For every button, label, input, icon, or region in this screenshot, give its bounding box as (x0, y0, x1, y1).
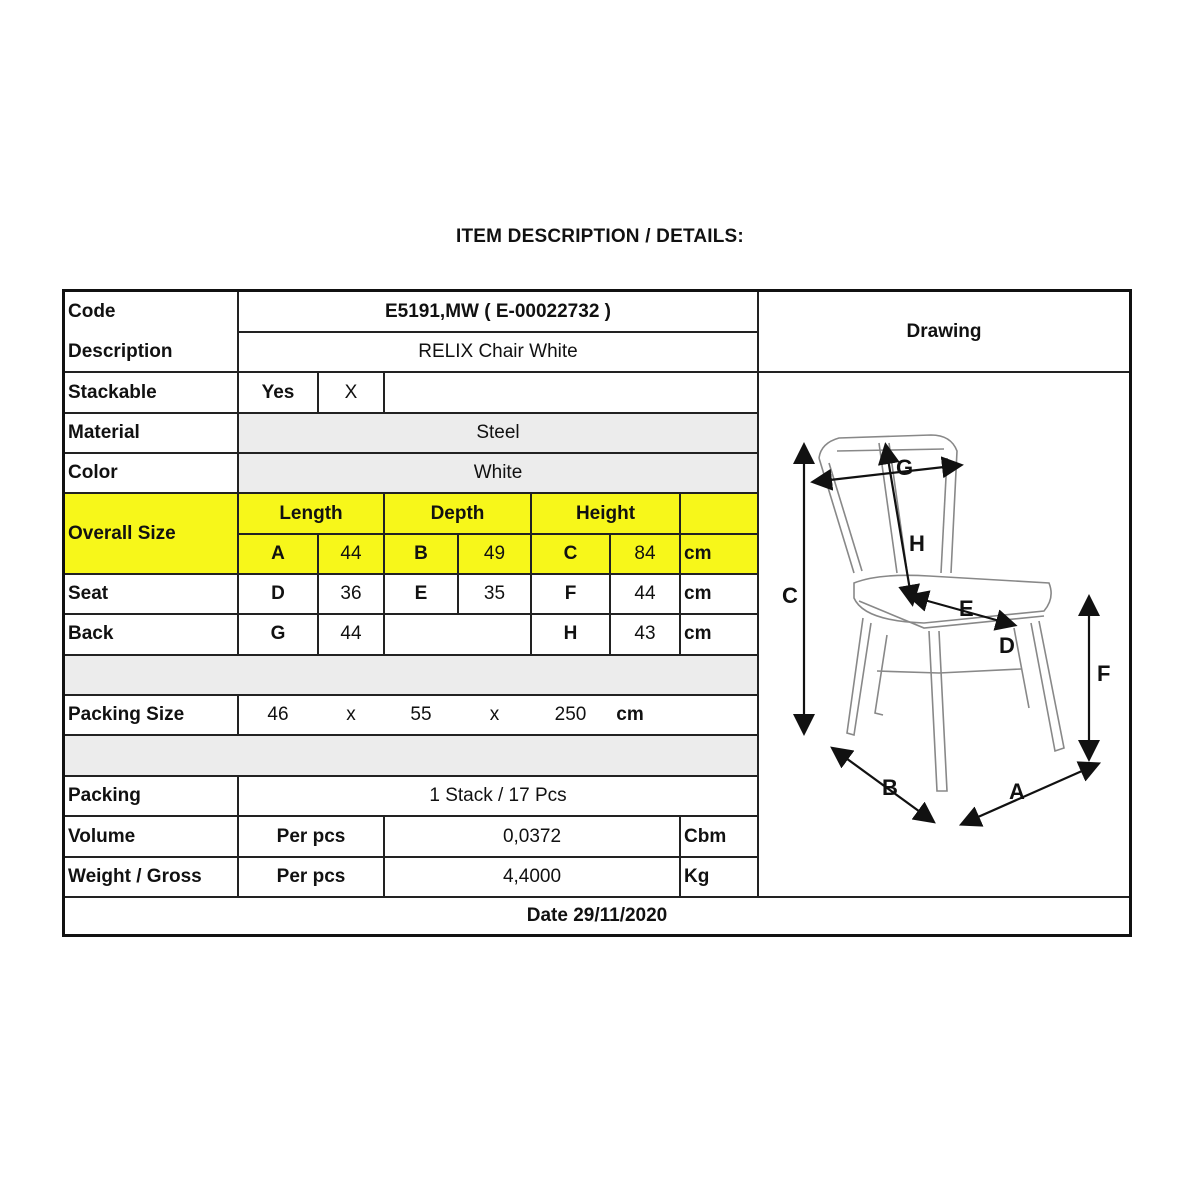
length-header: Length (279, 502, 343, 524)
dim-e-value: 35 (483, 583, 506, 604)
dim-d-letter: D (271, 583, 285, 604)
dim-label-f: F (1097, 661, 1111, 686)
weight-per: Per pcs (276, 866, 346, 887)
dim-f-value: 44 (634, 583, 656, 604)
dim-h-letter: H (563, 623, 578, 644)
volume-value: 0,0372 (502, 825, 562, 847)
spacer-row-2 (65, 735, 758, 776)
dim-g-value: 44 (340, 623, 362, 644)
dim-c-letter: C (563, 543, 578, 564)
packing-height: 250 (554, 704, 587, 725)
material-value: Steel (476, 422, 520, 443)
weight-unit: Kg (684, 866, 710, 887)
volume-label: Volume (68, 825, 136, 847)
back-unit: cm (684, 623, 712, 644)
weight-label: Weight / Gross (68, 866, 202, 887)
chair-leg-front-left (847, 618, 871, 735)
packing-size-label: Packing Size (68, 704, 185, 725)
packing-label: Packing (68, 785, 141, 806)
chair-dimension-drawing (759, 373, 1129, 896)
packing-x1: x (346, 704, 356, 725)
dim-b-value: 49 (483, 543, 506, 564)
height-header: Height (575, 502, 636, 524)
dim-label-c: C (782, 583, 798, 608)
dim-e-letter: E (414, 583, 428, 604)
packing-unit: cm (616, 704, 644, 725)
date-footer: Date 29/11/2020 (526, 905, 668, 926)
volume-per: Per pcs (276, 825, 346, 847)
depth-header: Depth (430, 502, 485, 524)
color-label: Color (68, 462, 118, 483)
item-details-sheet (62, 289, 1132, 937)
dim-label-a: A (1009, 779, 1025, 804)
dim-label-e: E (959, 596, 974, 621)
packing-width: 46 (267, 704, 289, 725)
material-label: Material (68, 422, 140, 443)
spacer-row-1 (65, 654, 758, 695)
dim-label-d: D (999, 633, 1015, 658)
description-value: RELIX Chair White (418, 341, 578, 362)
chair-seat-outline (854, 575, 1051, 623)
back-label: Back (68, 623, 114, 644)
seat-label: Seat (68, 583, 109, 604)
overall-size-label: Overall Size (68, 522, 176, 544)
dim-b-letter: B (414, 543, 428, 564)
stackable-label: Stackable (68, 381, 157, 403)
overall-unit: cm (684, 543, 712, 564)
dim-g-letter: G (270, 623, 286, 644)
page-title: ITEM DESCRIPTION / DETAILS: (456, 226, 744, 247)
description-label: Description (68, 341, 173, 362)
chair-leg-front-right (929, 631, 947, 791)
volume-unit: Cbm (684, 825, 727, 847)
dim-label-h: H (909, 531, 925, 556)
dim-label-b: B (882, 775, 898, 800)
stackable-mark: X (344, 381, 358, 403)
packing-depth: 55 (410, 704, 432, 725)
chair-leg-back-right (1031, 621, 1064, 751)
dim-a-value: 44 (340, 543, 362, 564)
code-value: E5191,MW ( E-00022732 ) (384, 301, 611, 322)
dim-f-letter: F (564, 583, 577, 604)
packing-x2: x (489, 704, 500, 725)
dim-label-g: G (896, 455, 914, 480)
dim-c-value: 84 (634, 543, 656, 564)
code-label: Code (68, 301, 116, 322)
stackable-yes: Yes (261, 381, 295, 403)
drawing-header: Drawing (906, 320, 982, 342)
seat-unit: cm (684, 583, 712, 604)
dim-a-letter: A (271, 543, 285, 564)
packing-value: 1 Stack / 17 Pcs (429, 785, 567, 806)
weight-value: 4,4000 (502, 866, 562, 887)
dim-d-value: 36 (340, 583, 362, 604)
color-value: White (473, 462, 523, 483)
dim-h-value: 43 (634, 623, 656, 644)
